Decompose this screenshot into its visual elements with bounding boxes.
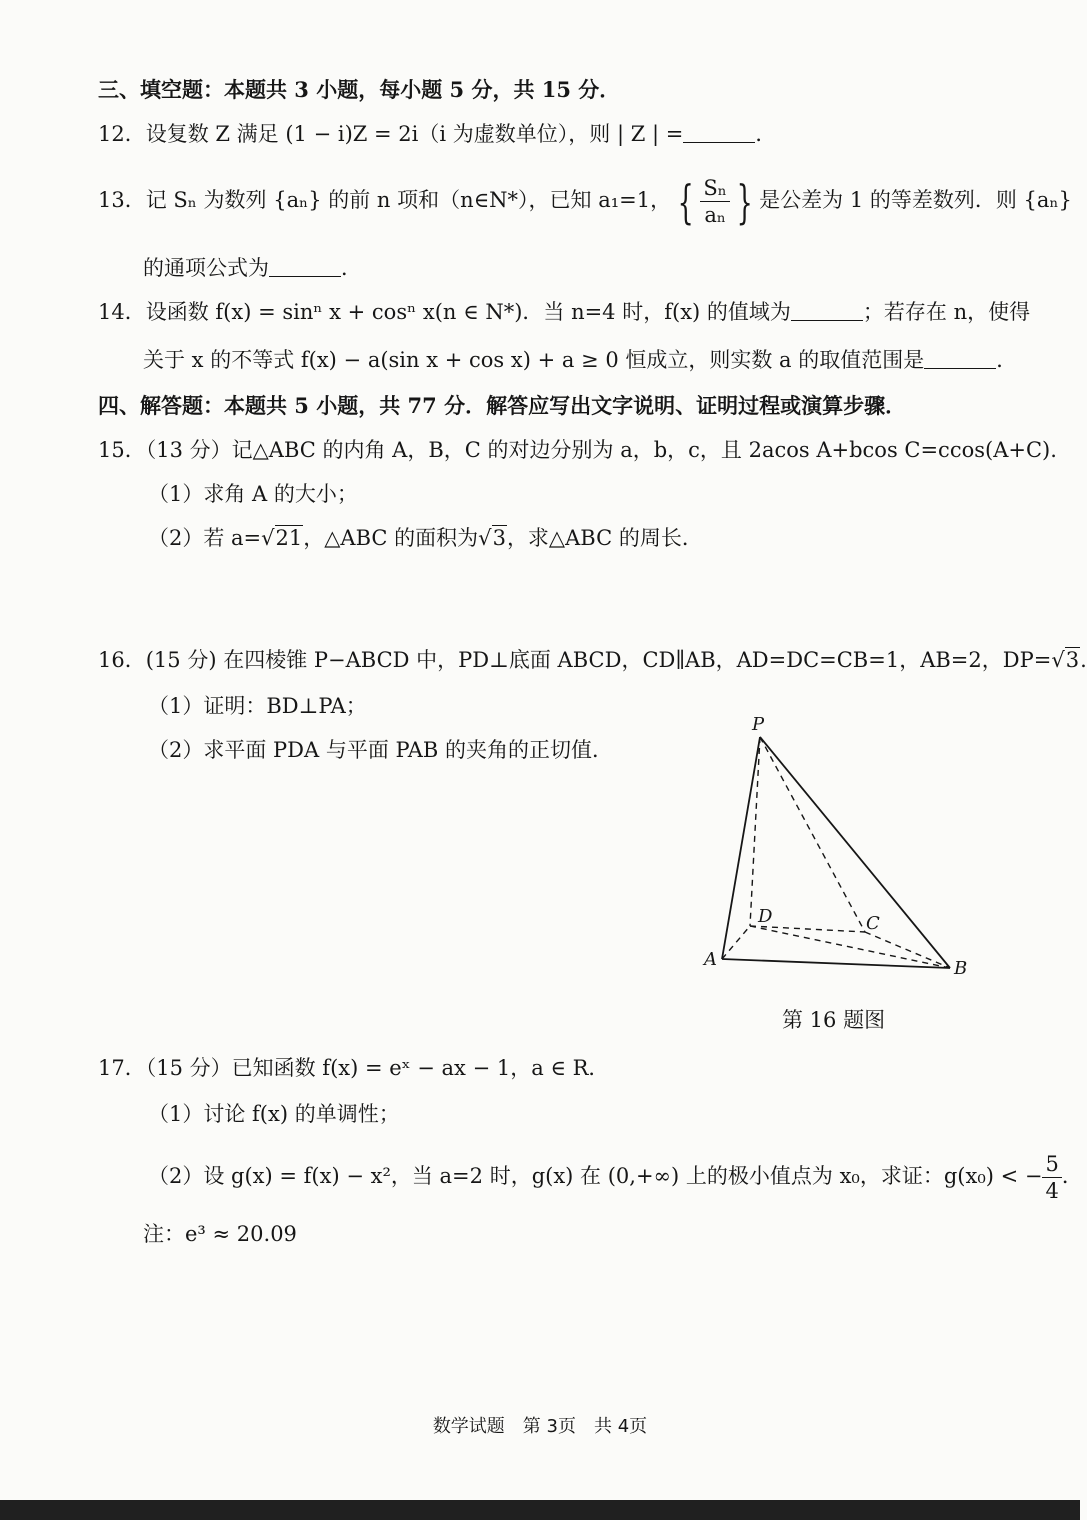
q14-answer-blank-1 xyxy=(791,300,863,321)
question-13 xyxy=(98,170,1072,230)
fraction-numerator: 5 xyxy=(1042,1151,1061,1178)
q15-part-2-b: ，△ABC 的面积为 xyxy=(303,526,479,550)
q15-number: 15． xyxy=(98,438,146,462)
question-13-line-2 xyxy=(143,252,362,284)
q16-part-1: （1）证明：BD⊥PA； xyxy=(148,694,367,718)
sqrt-21: √21 xyxy=(261,526,303,550)
q13-fraction xyxy=(700,175,729,228)
label-b: B xyxy=(954,958,968,979)
q12-answer-blank xyxy=(683,122,755,143)
q17-note: 注：e³ ≈ 20.09 xyxy=(143,1222,297,1246)
q17-part-2-end: ． xyxy=(1061,1164,1083,1188)
q17-number: 17． xyxy=(98,1056,146,1080)
question-15 xyxy=(98,434,1057,466)
q16-text-end: . xyxy=(1080,648,1087,672)
q15-part-1: （1）求角 A 的大小； xyxy=(148,482,358,506)
question-14-line-2 xyxy=(143,344,1017,376)
section-3-title: 三、填空题：本题共 3 小题，每小题 5 分，共 15 分． xyxy=(98,77,621,102)
q14-line-2: 关于 x 的不等式 f(x) − a(sin x + cos x) + a ≥ 0 恒成立，则实数 a 的取值范围是 xyxy=(143,348,925,372)
question-12 xyxy=(98,118,776,150)
q16-text: (15 分) 在四棱锥 P−ABCD 中，PD⊥底面 ABCD，CD∥AB，AD=DC=CB=1，AB=2，DP= xyxy=(145,648,1052,672)
q16-part-2: （2）求平面 PDA 与平面 PAB 的夹角的正切值． xyxy=(148,738,613,762)
sqrt-3-area-radicand: 3 xyxy=(492,526,506,550)
question-14 xyxy=(98,296,1030,328)
edge-pb xyxy=(760,737,950,968)
q17-text: （15 分）已知函数 f(x) = eˣ − ax − 1，a ∈ R． xyxy=(145,1056,610,1080)
q14-text-2: ；若存在 n，使得 xyxy=(862,300,1031,324)
pyramid-figure xyxy=(698,712,988,982)
page-footer: 数学试题 第 3页 共 4页 xyxy=(432,1416,648,1437)
left-brace: { xyxy=(677,174,694,229)
q16-number: 16． xyxy=(98,648,146,672)
q13-frac-denominator: aₙ xyxy=(704,203,726,227)
figure-caption: 第 16 题图 xyxy=(782,1008,886,1032)
q17-part-1: （1）讨论 f(x) 的单调性； xyxy=(148,1102,400,1126)
q14-end: ． xyxy=(996,348,1018,372)
label-d: D xyxy=(758,906,773,927)
q12-end: ． xyxy=(755,122,777,146)
q17-part-2-text: （2）设 g(x) = f(x) − x²，当 a=2 时，g(x) 在 (0,+∞) 上的极小值点为 x₀，求证：g(x₀) < − xyxy=(148,1164,1043,1188)
q15-part-2-a: （2）若 a= xyxy=(148,526,262,550)
question-16 xyxy=(98,644,1087,676)
q13-frac-numerator: Sₙ xyxy=(700,175,729,202)
q15-part-2-c: ，求△ABC 的周长． xyxy=(506,526,703,550)
q13-text-2: 是公差为 1 的等差数列．则 {aₙ} xyxy=(759,188,1072,212)
q12-number: 12． xyxy=(98,122,146,146)
q15-part-2 xyxy=(148,522,703,554)
q17-part-2 xyxy=(148,1150,1083,1204)
section-4-title: 四、解答题：本题共 5 小题，共 77 分．解答应写出文字说明、证明过程或演算步骤． xyxy=(98,393,907,418)
five-quarters-fraction xyxy=(1042,1151,1061,1204)
q13-text-1: 记 Sₙ 为数列 {aₙ} 的前 n 项和（n∈N*），已知 a₁=1， xyxy=(145,188,672,212)
sqrt-3-dp: √3 xyxy=(1051,648,1080,672)
scan-edge-bar xyxy=(0,1500,1080,1520)
edge-pc xyxy=(760,737,865,932)
q13-line-2: 的通项公式为 xyxy=(143,256,269,280)
q13-answer-blank xyxy=(269,256,341,277)
question-17 xyxy=(98,1052,609,1084)
sqrt-21-radicand: 21 xyxy=(275,526,303,550)
q14-text-1: 设函数 f(x) = sinⁿ x + cosⁿ x(n ∈ N*)．当 n=4 时，f(x) 的值域为 xyxy=(145,300,791,324)
edge-cb xyxy=(865,932,950,968)
q14-number: 14． xyxy=(98,300,146,324)
q13-number: 13． xyxy=(98,188,146,212)
label-p: P xyxy=(752,714,765,735)
q14-answer-blank-2 xyxy=(924,348,996,369)
label-a: A xyxy=(704,949,717,970)
q12-text: 设复数 Z 满足 (1 − i)Z = 2i（i 为虚数单位），则 | Z | = xyxy=(145,122,684,146)
sqrt-3-area: √3 xyxy=(478,526,506,550)
label-c: C xyxy=(866,913,880,934)
right-brace: } xyxy=(736,174,753,229)
fraction-denominator: 4 xyxy=(1045,1179,1059,1203)
q15-text: （13 分）记△ABC 的内角 A，B，C 的对边分别为 a，b，c，且 2acos A+bcos C=ccos(A+C). xyxy=(145,438,1057,462)
sqrt-3-dp-radicand: 3 xyxy=(1065,648,1080,672)
q13-end: ． xyxy=(341,256,362,280)
